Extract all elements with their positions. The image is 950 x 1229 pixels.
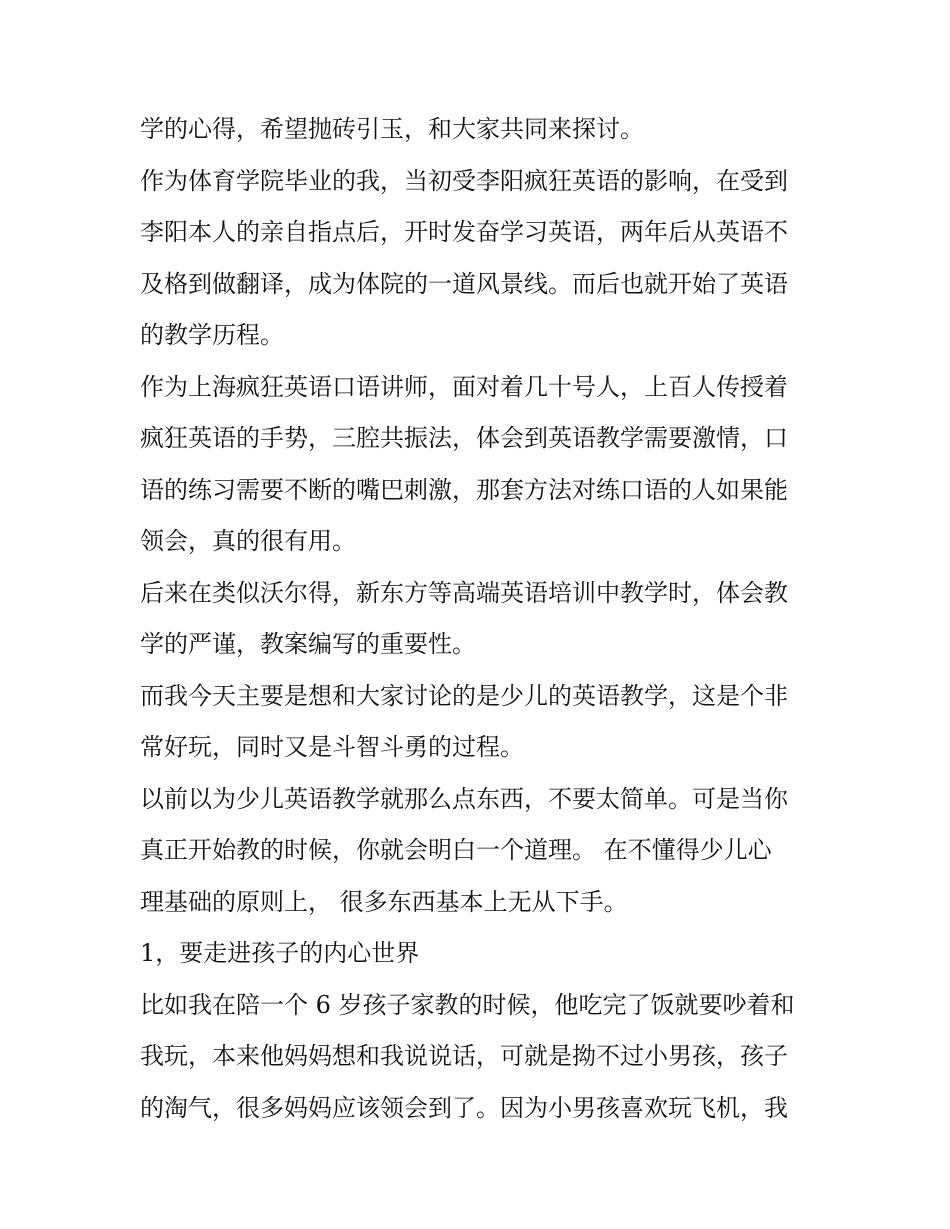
text-line: 领会，真的很有用。 [140,527,356,555]
text-line: 的淘气，很多妈妈应该领会到了。因为小男孩喜欢玩飞机，我 [140,1093,788,1122]
body-text [140,104,820,1134]
section-heading: 1，要走进孩子的内心世界 [140,939,420,967]
text-line: 我玩，本来他妈妈想和我说说话，可就是拗不过小男孩，孩子 [140,1042,788,1070]
text-line: 李阳本人的亲自指点后，开时发奋学习英语，两年后从英语不 [140,218,788,246]
text-line: 常好玩，同时又是斗智斗勇的过程。 [140,733,524,761]
text-line: 而我今天主要是想和大家讨论的是少儿的英语教学，这是个非 [140,681,788,710]
text-line: 比如我在陪一个 6 岁孩子家教的时候，他吃完了饭就要吵着和 [140,990,795,1019]
text-line: 学的心得，希望抛砖引玉，和大家共同来探讨。 [140,115,644,143]
text-line: 学的严谨，教案编写的重要性。 [140,630,476,658]
text-line: 后来在类似沃尔得，新东方等高端英语培训中教学时，体会教 [140,578,788,607]
text-line: 理基础的原则上， 很多东西基本上无从下手。 [140,887,628,916]
text-line: 的教学历程。 [140,321,284,349]
text-line: 作为体育学院毕业的我，当初受李阳疯狂英语的影响，在受到 [140,166,788,195]
text-line: 真正开始教的时候，你就会明白一个道理。 在不懂得少儿心 [140,836,772,864]
text-line: 疯狂英语的手势，三腔共振法，体会到英语教学需要激情，口 [140,424,788,452]
text-line: 作为上海疯狂英语口语讲师，面对着几十号人，上百人传授着 [140,372,788,401]
text-line: 以前以为少儿英语教学就那么点东西，不要太简单。可是当你 [140,784,788,813]
text-line: 语的练习需要不断的嘴巴刺激，那套方法对练口语的人如果能 [140,475,788,504]
text-line: 及格到做翻译，成为体院的一道风景线。而后也就开始了英语 [140,269,788,298]
